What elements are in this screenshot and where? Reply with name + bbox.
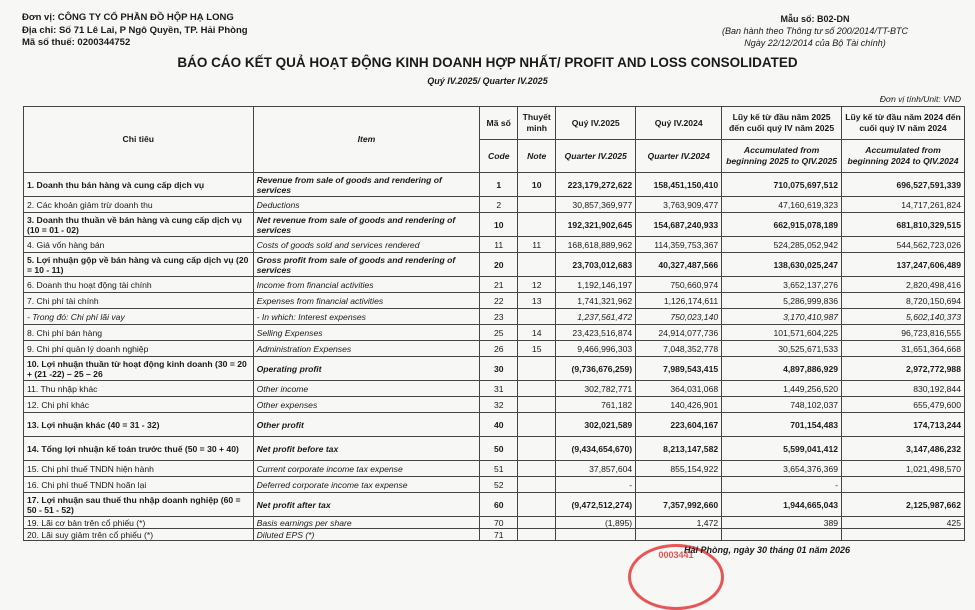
cell-code: 26 — [480, 341, 518, 357]
cell-a25: 3,652,137,276 — [722, 277, 842, 293]
cell-a24: 696,527,591,339 — [842, 173, 965, 197]
cell-note: 11 — [518, 237, 556, 253]
cell-a25: - — [722, 477, 842, 493]
cell-en: Operating profit — [253, 357, 480, 381]
cell-code: 21 — [480, 277, 518, 293]
cell-en: Expenses from financial activities — [253, 293, 480, 309]
cell-vn: 13. Lợi nhuận khác (40 = 31 - 32) — [24, 413, 254, 437]
cell-q24: 7,989,543,415 — [636, 357, 722, 381]
cell-a24: 174,713,244 — [842, 413, 965, 437]
cell-code: 25 — [480, 325, 518, 341]
cell-vn: 16. Chi phí thuế TNDN hoãn lại — [24, 477, 254, 493]
col-header-note-vn: Thuyết minh — [518, 107, 556, 140]
cell-q24: 158,451,150,410 — [636, 173, 722, 197]
col-header-q25-vn: Quý IV.2025 — [556, 107, 636, 140]
cell-note — [518, 461, 556, 477]
cell-vn: 10. Lợi nhuận thuần từ hoạt động kinh doanh (30 = 20 + (21 -22) – 25 – 26 — [24, 357, 254, 381]
cell-note: 10 — [518, 173, 556, 197]
cell-q25 — [556, 529, 636, 541]
col-header-note-en: Note — [518, 140, 556, 173]
cell-q25: 192,321,902,645 — [556, 213, 636, 237]
cell-q25: 302,782,771 — [556, 381, 636, 397]
table-row — [24, 293, 965, 309]
table-row — [24, 237, 965, 253]
cell-q24: 364,031,068 — [636, 381, 722, 397]
table-row — [24, 213, 965, 237]
cell-q25: 168,618,889,962 — [556, 237, 636, 253]
cell-q24: 40,327,487,566 — [636, 253, 722, 277]
cell-note — [518, 253, 556, 277]
tax-code: Mã số thuế: 0200344752 — [22, 37, 131, 48]
cell-vn: 19. Lãi cơ bản trên cổ phiếu (*) — [24, 517, 254, 529]
cell-code: 10 — [480, 213, 518, 237]
cell-note — [518, 381, 556, 397]
report-subtitle: Quý IV.2025/ Quarter IV.2025 — [427, 76, 548, 86]
cell-a24: 137,247,606,489 — [842, 253, 965, 277]
cell-q25: - — [556, 477, 636, 493]
cell-q24: 750,660,974 — [636, 277, 722, 293]
cell-q25: 30,857,369,977 — [556, 197, 636, 213]
report-title: BÁO CÁO KẾT QUẢ HOẠT ĐỘNG KINH DOANH HỢP NHẤT/ PROFIT AND LOSS CONSOLIDATED — [177, 55, 798, 70]
cell-note — [518, 197, 556, 213]
cell-a25 — [722, 529, 842, 541]
company-info — [22, 12, 248, 50]
cell-a25: 701,154,483 — [722, 413, 842, 437]
cell-q24: 24,914,077,736 — [636, 325, 722, 341]
cell-a25: 748,102,037 — [722, 397, 842, 413]
cell-code: 31 — [480, 381, 518, 397]
cell-a24: 14,717,261,824 — [842, 197, 965, 213]
place-date: Hải Phòng, ngày 30 tháng 01 năm 2026 — [684, 545, 851, 555]
cell-q25: 1,237,561,472 — [556, 309, 636, 325]
table-row — [24, 437, 965, 461]
cell-a24: 2,125,987,662 — [842, 493, 965, 517]
cell-vn: 4. Giá vốn hàng bán — [24, 237, 254, 253]
cell-q25: (9,472,512,274) — [556, 493, 636, 517]
form-note-2: Ngày 22/12/2014 của Bộ Tài chính) — [744, 38, 886, 48]
table-row — [24, 413, 965, 437]
cell-en: Other income — [253, 381, 480, 397]
cell-q24: 855,154,922 — [636, 461, 722, 477]
cell-en: Net revenue from sale of goods and rendering of services — [253, 213, 480, 237]
cell-a25: 524,285,052,942 — [722, 237, 842, 253]
cell-en: Gross profit from sale of goods and rendering of services — [253, 253, 480, 277]
cell-code: 1 — [480, 173, 518, 197]
cell-vn: 15. Chi phí thuế TNDN hiện hành — [24, 461, 254, 477]
table-row — [24, 461, 965, 477]
cell-vn: 6. Doanh thu hoạt động tài chính — [24, 277, 254, 293]
cell-en: Other profit — [253, 413, 480, 437]
currency-unit: Đơn vị tính/Unit: VND — [879, 94, 961, 104]
cell-note — [518, 477, 556, 493]
cell-q25: 23,423,516,874 — [556, 325, 636, 341]
cell-q24: 1,126,174,611 — [636, 293, 722, 309]
cell-q24: 154,687,240,933 — [636, 213, 722, 237]
table-row — [24, 493, 965, 517]
cell-note — [518, 309, 556, 325]
col-header-a24-vn: Lũy kế từ đầu năm 2024 đến cuối quý IV năm 2024 — [842, 107, 965, 140]
col-header-a25-en: Accumulated from beginning 2025 to QIV.2025 — [722, 140, 842, 173]
cell-en: Net profit before tax — [253, 437, 480, 461]
cell-q24 — [636, 477, 722, 493]
col-header-a25-vn: Lũy kế từ đầu năm 2025 đến cuối quý IV năm 2025 — [722, 107, 842, 140]
cell-q24: 8,213,147,582 — [636, 437, 722, 461]
cell-note — [518, 493, 556, 517]
table-row — [24, 517, 965, 529]
form-number: Mẫu số: B02-DN — [780, 14, 850, 24]
cell-a24: 96,723,816,555 — [842, 325, 965, 341]
table-row — [24, 477, 965, 493]
cell-a24: 425 — [842, 517, 965, 529]
cell-vn: 3. Doanh thu thuần về bán hàng và cung cấp dịch vụ (10 = 01 - 02) — [24, 213, 254, 237]
col-header-a24-en: Accumulated from beginning 2024 to QIV.2024 — [842, 140, 965, 173]
col-header-en: Item — [253, 107, 480, 173]
cell-a24: 830,192,844 — [842, 381, 965, 397]
cell-q24: 750,023,140 — [636, 309, 722, 325]
cell-code: 70 — [480, 517, 518, 529]
cell-en: Income from financial activities — [253, 277, 480, 293]
cell-code: 20 — [480, 253, 518, 277]
cell-note: 13 — [518, 293, 556, 309]
col-header-q25-en: Quarter IV.2025 — [556, 140, 636, 173]
cell-note — [518, 413, 556, 437]
seal-text: 0003441 — [658, 550, 694, 560]
col-header-q24-vn: Quý IV.2024 — [636, 107, 722, 140]
cell-en: Deferred corporate income tax expense — [253, 477, 480, 493]
pnl-table — [23, 106, 965, 541]
cell-code: 52 — [480, 477, 518, 493]
table-row — [24, 309, 965, 325]
cell-q25: 761,182 — [556, 397, 636, 413]
col-header-q24-en: Quarter IV.2024 — [636, 140, 722, 173]
cell-q25: 223,179,272,622 — [556, 173, 636, 197]
cell-q25: 1,741,321,962 — [556, 293, 636, 309]
cell-code: 23 — [480, 309, 518, 325]
col-header-code-en: Code — [480, 140, 518, 173]
cell-a25: 101,571,604,225 — [722, 325, 842, 341]
cell-a24: 2,972,772,988 — [842, 357, 965, 381]
cell-q25: 23,703,012,683 — [556, 253, 636, 277]
company-address: Địa chỉ: Số 71 Lê Lai, P Ngô Quyền, TP. Hải Phòng — [22, 24, 248, 36]
cell-q25: 37,857,604 — [556, 461, 636, 477]
cell-en: Other expenses — [253, 397, 480, 413]
cell-note: 15 — [518, 341, 556, 357]
cell-a25: 5,286,999,836 — [722, 293, 842, 309]
cell-a25: 710,075,697,512 — [722, 173, 842, 197]
cell-a25: 3,170,410,987 — [722, 309, 842, 325]
cell-en: - In which: Interest expenses — [253, 309, 480, 325]
table-row — [24, 277, 965, 293]
cell-vn: 5. Lợi nhuận gộp về bán hàng và cung cấp dịch vụ (20 = 10 - 11) — [24, 253, 254, 277]
cell-a24: 1,021,498,570 — [842, 461, 965, 477]
cell-code: 71 — [480, 529, 518, 541]
cell-vn: 2. Các khoản giảm trừ doanh thu — [24, 197, 254, 213]
table-row — [24, 197, 965, 213]
cell-code: 22 — [480, 293, 518, 309]
table-row — [24, 381, 965, 397]
cell-q24: 3,763,909,477 — [636, 197, 722, 213]
cell-en: Costs of goods sold and services rendered — [253, 237, 480, 253]
table-row — [24, 325, 965, 341]
cell-a25: 30,525,671,533 — [722, 341, 842, 357]
cell-vn: 7. Chi phí tài chính — [24, 293, 254, 309]
cell-en: Revenue from sale of goods and rendering of services — [253, 173, 480, 197]
table-row — [24, 253, 965, 277]
cell-note: 14 — [518, 325, 556, 341]
cell-a25: 4,897,886,929 — [722, 357, 842, 381]
cell-a25: 1,944,665,043 — [722, 493, 842, 517]
cell-a24: 8,720,150,694 — [842, 293, 965, 309]
cell-a25: 3,654,376,369 — [722, 461, 842, 477]
col-header-code-vn: Mã số — [480, 107, 518, 140]
cell-code: 11 — [480, 237, 518, 253]
cell-en: Basis earnings per share — [253, 517, 480, 529]
cell-q24 — [636, 529, 722, 541]
cell-q25: (1,895) — [556, 517, 636, 529]
cell-q25: 9,466,996,303 — [556, 341, 636, 357]
cell-vn: - Trong đó: Chi phí lãi vay — [24, 309, 254, 325]
cell-note — [518, 397, 556, 413]
cell-a24: 544,562,723,026 — [842, 237, 965, 253]
cell-vn: 8. Chi phí bán hàng — [24, 325, 254, 341]
cell-a25: 138,630,025,247 — [722, 253, 842, 277]
table-row — [24, 357, 965, 381]
cell-code: 50 — [480, 437, 518, 461]
cell-note — [518, 529, 556, 541]
col-header-vn: Chỉ tiêu — [24, 107, 254, 173]
form-note-1: (Ban hành theo Thông tư số 200/2014/TT-BTC — [722, 26, 908, 36]
cell-code: 30 — [480, 357, 518, 381]
cell-vn: 1. Doanh thu bán hàng và cung cấp dịch vụ — [24, 173, 254, 197]
cell-code: 2 — [480, 197, 518, 213]
cell-vn: 12. Chi phí khác — [24, 397, 254, 413]
cell-a24: 3,147,486,232 — [842, 437, 965, 461]
cell-a24 — [842, 477, 965, 493]
cell-note — [518, 437, 556, 461]
cell-en: Deductions — [253, 197, 480, 213]
cell-vn: 20. Lãi suy giảm trên cổ phiếu (*) — [24, 529, 254, 541]
cell-q25: 1,192,146,197 — [556, 277, 636, 293]
cell-a25: 662,915,078,189 — [722, 213, 842, 237]
cell-en: Selling Expenses — [253, 325, 480, 341]
company-name: Đơn vị: CÔNG TY CỔ PHẦN ĐỒ HỘP HẠ LONG — [22, 12, 234, 23]
cell-q24: 223,604,167 — [636, 413, 722, 437]
cell-en: Diluted EPS (*) — [253, 529, 480, 541]
cell-note — [518, 357, 556, 381]
cell-q24: 114,359,753,367 — [636, 237, 722, 253]
cell-en: Current corporate income tax expense — [253, 461, 480, 477]
cell-a25: 1,449,256,520 — [722, 381, 842, 397]
cell-code: 60 — [480, 493, 518, 517]
cell-a24: 681,810,329,515 — [842, 213, 965, 237]
cell-note: 12 — [518, 277, 556, 293]
table-row — [24, 341, 965, 357]
cell-vn: 11. Thu nhập khác — [24, 381, 254, 397]
cell-code: 40 — [480, 413, 518, 437]
form-info — [695, 13, 935, 49]
table-row — [24, 529, 965, 541]
cell-note — [518, 517, 556, 529]
cell-q24: 7,357,992,660 — [636, 493, 722, 517]
cell-code: 51 — [480, 461, 518, 477]
cell-vn: 14. Tổng lợi nhuận kế toán trước thuế (50 = 30 + 40) — [24, 437, 254, 461]
cell-q25: (9,434,654,670) — [556, 437, 636, 461]
cell-note — [518, 213, 556, 237]
cell-a25: 47,160,619,323 — [722, 197, 842, 213]
cell-a25: 389 — [722, 517, 842, 529]
cell-q24: 7,048,352,778 — [636, 341, 722, 357]
cell-q25: 302,021,589 — [556, 413, 636, 437]
cell-q24: 1,472 — [636, 517, 722, 529]
cell-q24: 140,426,901 — [636, 397, 722, 413]
cell-vn: 17. Lợi nhuận sau thuế thu nhập doanh nghiệp (60 = 50 - 51 - 52) — [24, 493, 254, 517]
cell-vn: 9. Chi phí quản lý doanh nghiệp — [24, 341, 254, 357]
cell-a24: 5,602,140,373 — [842, 309, 965, 325]
cell-a24: 655,479,600 — [842, 397, 965, 413]
cell-a24 — [842, 529, 965, 541]
cell-a25: 5,599,041,412 — [722, 437, 842, 461]
cell-en: Administration Expenses — [253, 341, 480, 357]
cell-code: 32 — [480, 397, 518, 413]
table-row — [24, 397, 965, 413]
cell-q25: (9,736,676,259) — [556, 357, 636, 381]
cell-a24: 31,651,364,668 — [842, 341, 965, 357]
cell-a24: 2,820,498,416 — [842, 277, 965, 293]
cell-en: Net profit after tax — [253, 493, 480, 517]
table-row — [24, 173, 965, 197]
